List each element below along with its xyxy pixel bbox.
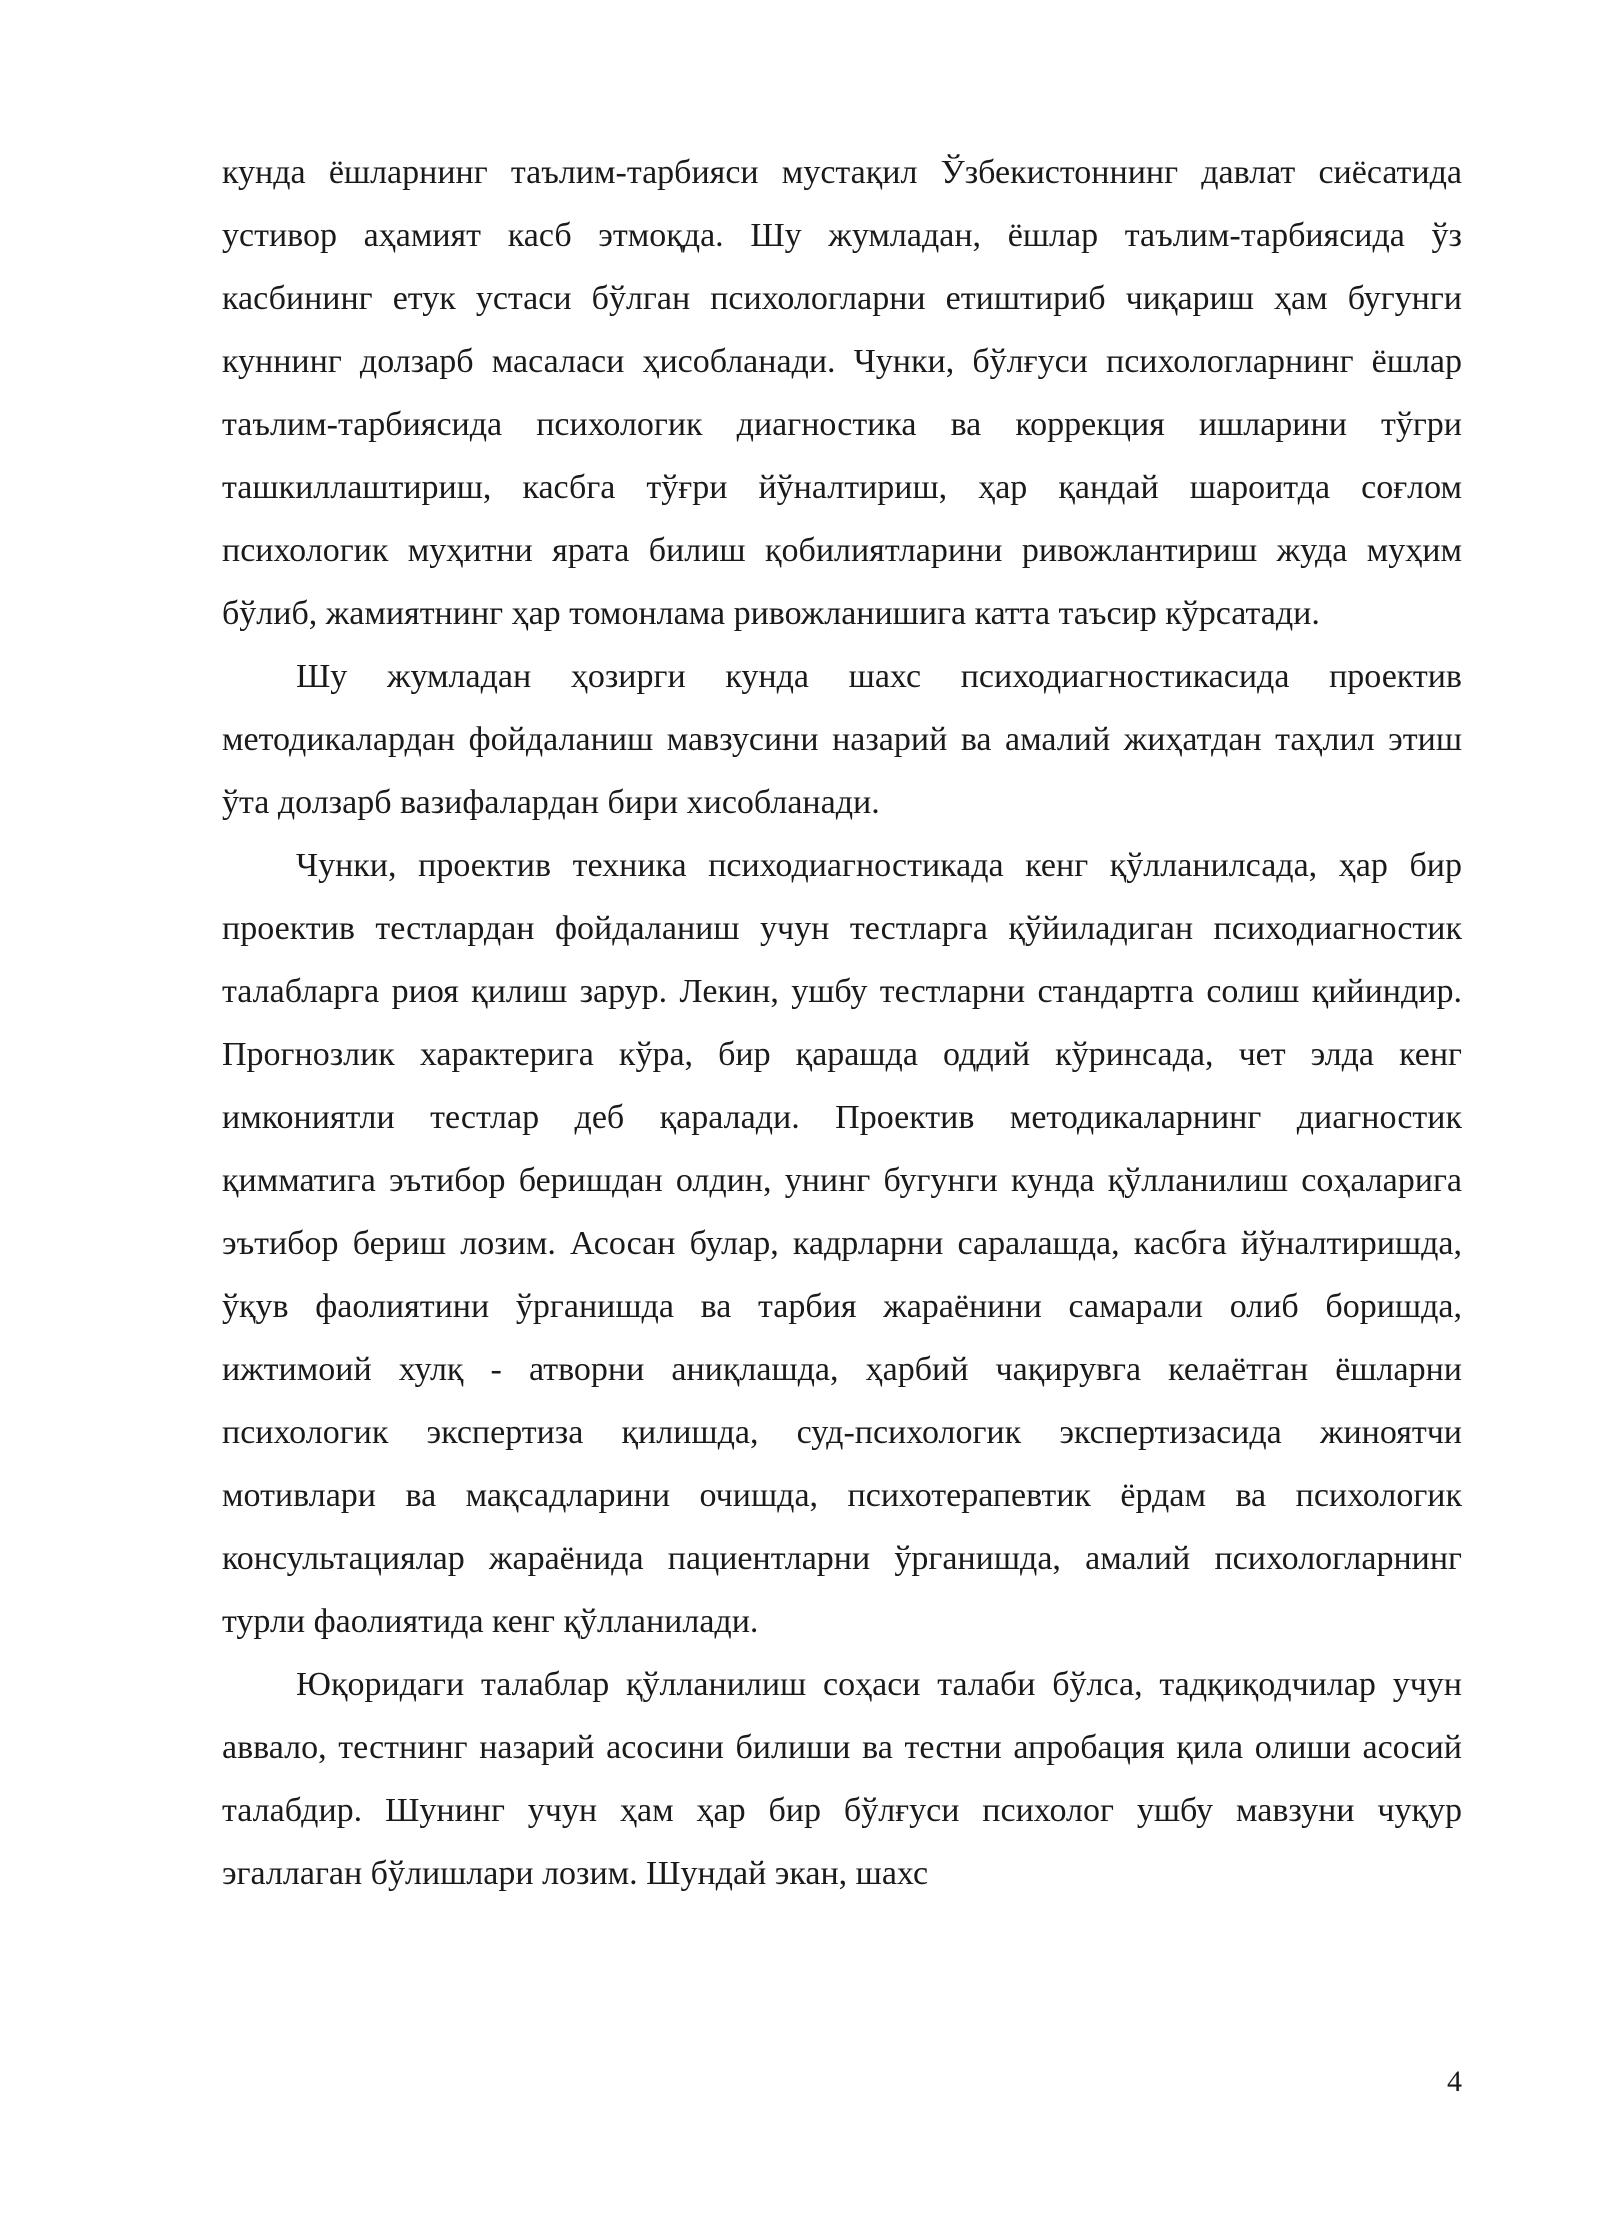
paragraph-1: кунда ёшларнинг таълим-тарбияси мустақил Ўзбекистоннинг давлат сиёсатида устивор аҳамият касб этмоқда. Шу жумладан, ёшлар таълим-тарбиясида ўз касбининг етук устаси бўлган психологларни етиштириб чиқариш ҳам бугунги куннинг долзарб масаласи ҳисобланади. Чунки, бўлғуси психологларнинг ёшлар таълим-тарбиясида психологик диагностика ва коррекция ишларини тўгри ташкиллаштириш, касбга тўғри йўналтириш, ҳар қандай шароитда соғлом психологик муҳитни ярата билиш қобилиятларини ривожлантириш жуда муҳим бўлиб, жамиятнинг ҳар томонлама ривожланишига катта таъсир кўрсатади. (222, 154, 1462, 632)
paragraph-4: Юқоридаги талаблар қўлланилиш соҳаси талаби бўлса, тадқиқодчилар учун аввало, тестнинг назарий асосини билиши ва тестни апробация қила олиши асосий талабдир. Шунинг учун ҳам ҳар бир бўлғуси психолог ушбу мавзуни чуқур эгаллаган бўлишлари лозим. Шундай экан, шахс (222, 1666, 1462, 1892)
body-text (222, 141, 1462, 1905)
paragraph-2: Шу жумладан ҳозирги кунда шахс психодиагностикасида проектив методикалардан фойдаланиш мавзусини назарий ва амалий жиҳатдан таҳлил этиш ўта долзарб вазифалардан бири хисобланади. (222, 658, 1462, 821)
page-number: 4 (1447, 2065, 1462, 2098)
paragraph-3: Чунки, проектив техника психодиагностикада кенг қўлланилсада, ҳар бир проектив тестлардан фойдаланиш учун тестларга қўйиладиган психодиагностик талабларга риоя қилиш зарур. Лекин, ушбу тестларни стандартга солиш қийиндир. Прогнозлик характерига кўра, бир қарашда оддий кўринсада, чет элда кенг имкониятли тестлар деб қаралади. Проектив методикаларнинг диагностик қимматига эътибор беришдан олдин, унинг бугунги кунда қўлланилиш соҳаларига эътибор бериш лозим. Асосан булар, кадрларни саралашда, касбга йўналтиришда, ўқув фаолиятини ўрганишда ва тарбия жараёнини самарали олиб боришда, ижтимоий хулқ - атворни аниқлашда, ҳарбий чақирувга келаётган ёшларни психологик экспертиза қилишда, суд-психологик экспертизасида жиноятчи мотивлари ва мақсадларини очишда, психотерапевтик ёрдам ва психологик консультациялар жараёнида пациентларни ўрганишда, амалий психологларнинг турли фаолиятида кенг қўлланилади. (222, 847, 1462, 1640)
